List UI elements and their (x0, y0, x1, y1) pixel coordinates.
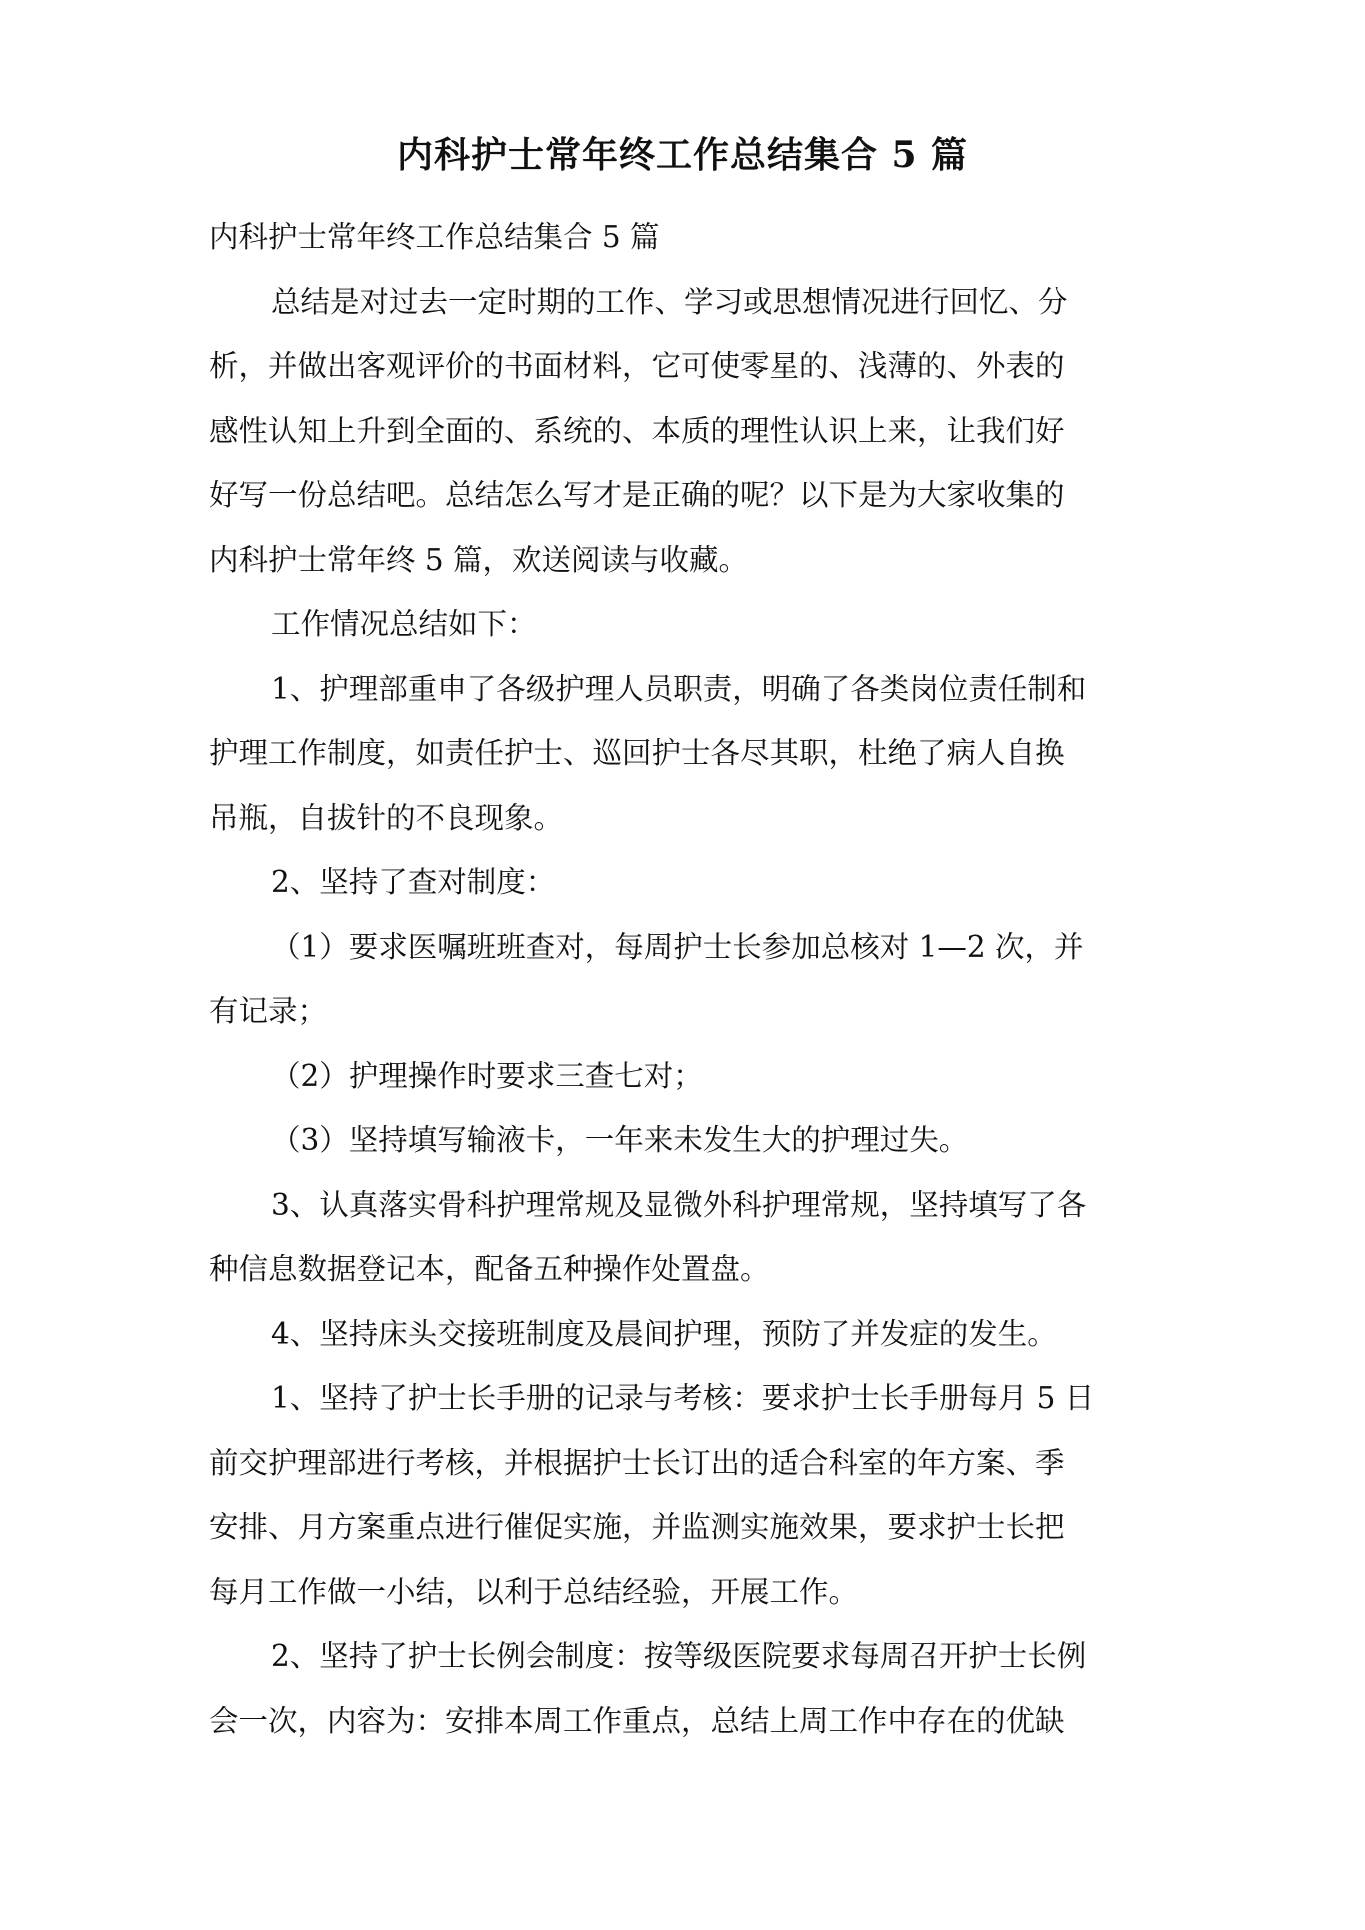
body-line-subtitle: 内科护士常年终工作总结集合 5 篇 (209, 220, 660, 254)
document-title: 内科护士常年终工作总结集合 5 篇 (396, 134, 969, 176)
body-line: （1）要求医嘱班班查对，每周护士长参加总核对 1—2 次，并 (271, 929, 1084, 964)
body-line: 4、坚持床头交接班制度及晨间护理，预防了并发症的发生。 (271, 1316, 1057, 1351)
body-line: 析，并做出客观评价的书面材料，它可使零星的、浅薄的、外表的 (209, 349, 1065, 383)
body-line: 会一次，内容为：安排本周工作重点，总结上周工作中存在的优缺 (209, 1703, 1065, 1738)
body-line: 1、护理部重申了各级护理人员职责，明确了各类岗位责任制和 (271, 671, 1087, 706)
body-line: 每月工作做一小结，以利于总结经验，开展工作。 (209, 1574, 859, 1609)
body-line: 吊瓶，自拔针的不良现象。 (209, 800, 564, 835)
body-line: 前交护理部进行考核，并根据护士长订出的适合科室的年方案、季 (209, 1445, 1065, 1480)
body-line: 感性认知上升到全面的、系统的、本质的理性认识上来，让我们好 (209, 413, 1065, 448)
body-line: 2、坚持了查对制度： (271, 865, 556, 899)
body-line: 内科护士常年终 5 篇，欢送阅读与收藏。 (209, 542, 749, 577)
body-line: 护理工作制度，如责任护士、巡回护士各尽其职，杜绝了病人自换 (209, 736, 1065, 770)
body-line: 总结是对过去一定时期的工作、学习或思想情况进行回忆、分 (271, 284, 1068, 319)
body-line: 好写一份总结吧。总结怎么写才是正确的呢？以下是为大家收集的 (209, 478, 1065, 512)
body-line: 安排、月方案重点进行催促实施，并监测实施效果，要求护士长把 (209, 1510, 1065, 1544)
body-line: （2）护理操作时要求三查七对； (271, 1058, 703, 1093)
document-body (209, 205, 1169, 1753)
body-line: 种信息数据登记本，配备五种操作处置盘。 (209, 1252, 770, 1286)
body-line: 3、认真落实骨科护理常规及显微外科护理常规，坚持填写了各 (271, 1187, 1087, 1222)
body-line: 工作情况总结如下： (271, 607, 537, 641)
body-line: 有记录； (209, 994, 328, 1028)
body-line: （3）坚持填写输液卡，一年来未发生大的护理过失。 (271, 1123, 969, 1157)
body-line: 1、坚持了护士长手册的记录与考核：要求护士长手册每月 5 日 (271, 1381, 1095, 1415)
body-line: 2、坚持了护士长例会制度：按等级医院要求每周召开护士长例 (271, 1639, 1087, 1673)
